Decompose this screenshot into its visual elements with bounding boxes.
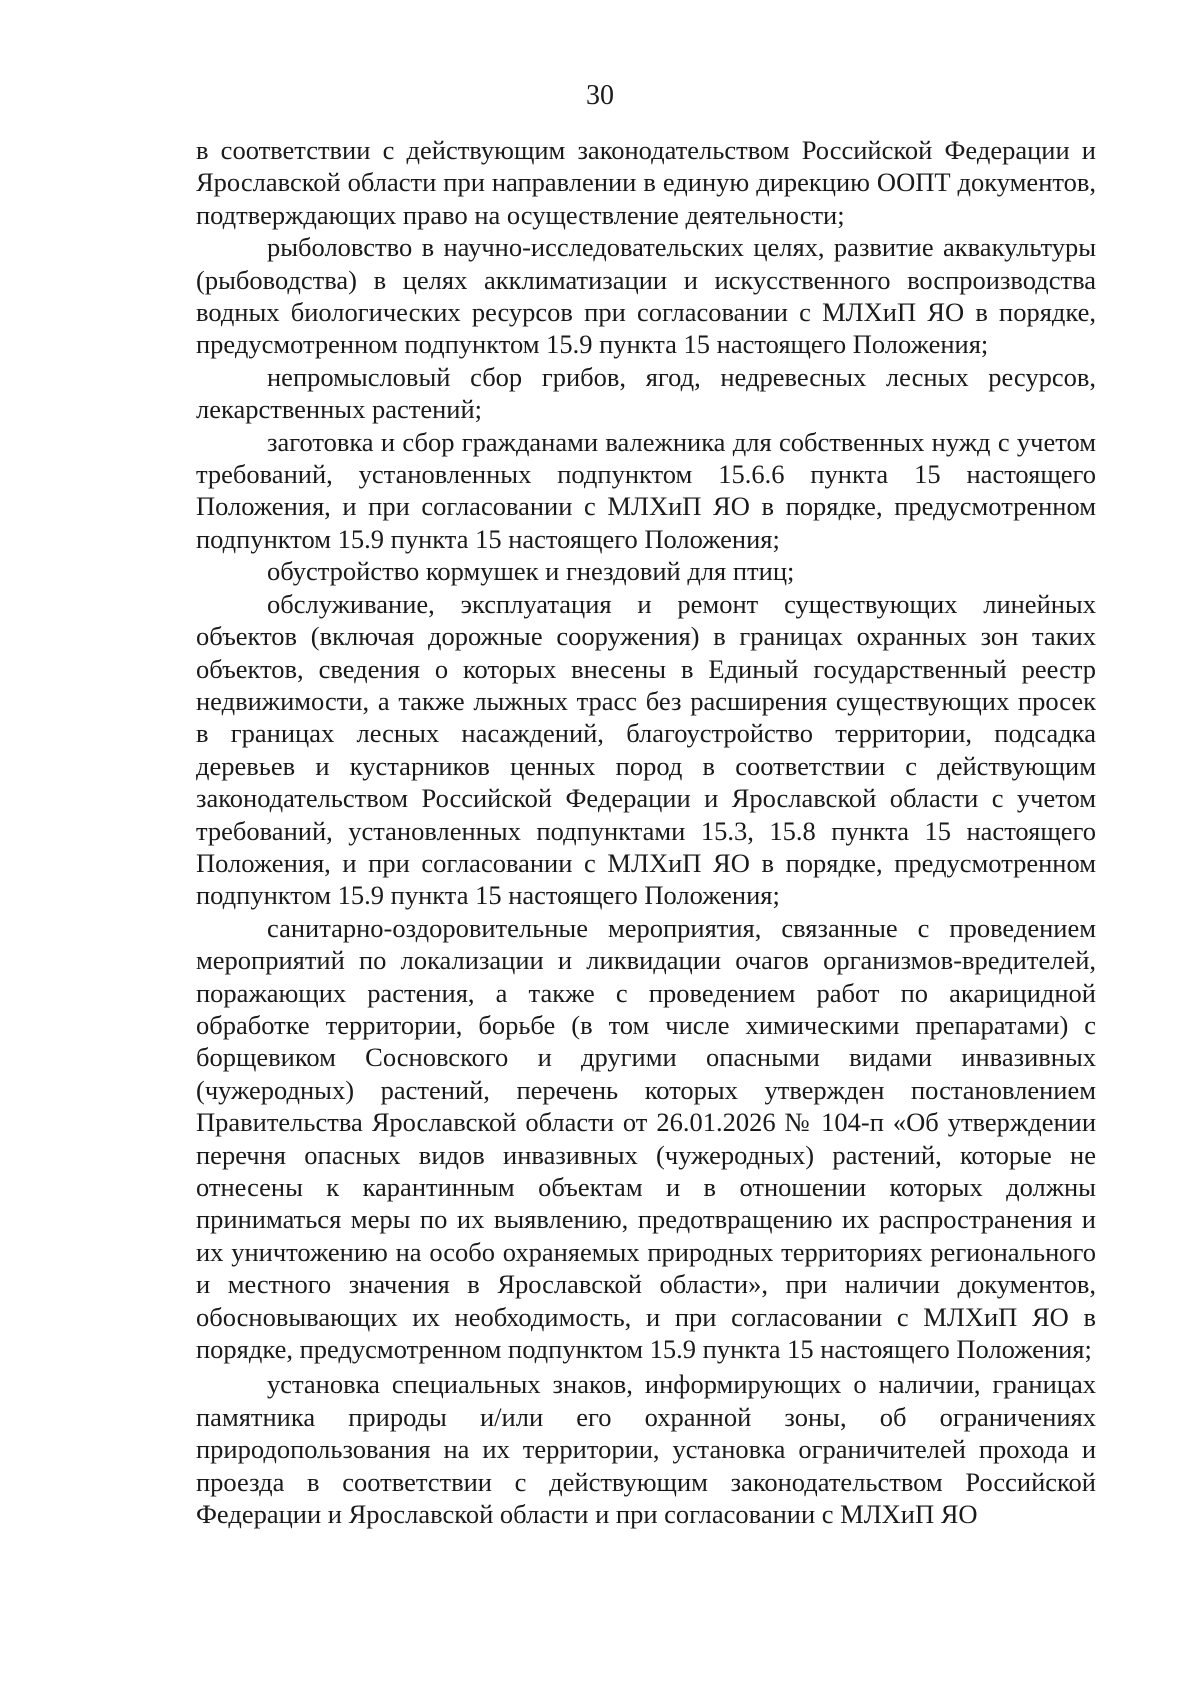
- paragraph-deadwood: заготовка и сбор гражданами валежника для собственных нужд с учетом требований, установленных подпунктом 15.6.6 пункта 15 настоящего Положения, и при согласовании с МЛХиП ЯО в порядке, предусмотренном подпунктом 15.9 пункта 15 настоящего Положения;: [196, 426, 1096, 554]
- page-number: 30: [586, 80, 614, 111]
- paragraph-linear-objects: обслуживание, эксплуатация и ремонт существующих линейных объектов (включая дорожные сооружения) в границах охранных зон таких объектов, сведения о которых внесены в Единый государственный реестр недвижимости, а также лыжных трасс без расширения существующих просек в границах лесных насаждений, благоустройство территории, подсадка деревьев и кустарников ценных пород в соответствии с действующим законодательством Российской Федерации и Ярославской области с учетом требований, установленных подпунктами 15.3, 15.8 пункта 15 настоящего Положения, и при согласовании с МЛХиП ЯО в порядке, предусмотренном подпунктом 15.9 пункта 15 настоящего Положения;: [196, 588, 1096, 911]
- paragraph-bird-feeders: обустройство кормушек и гнездовий для птиц;: [267, 556, 795, 587]
- paragraph-gathering: непромысловый сбор грибов, ягод, недревесных лесных ресурсов, лекарственных растений;: [196, 361, 1096, 425]
- paragraph-sanitary: санитарно-оздоровительные мероприятия, связанные с проведением мероприятий по локализации и ликвидации очагов организмов-вредителей, поражающих растения, а также с проведением работ по акарицидной обработке территории, борьбе (в том числе химическими препаратами) с борщевиком Сосновского и другими опасными видами инвазивных (чужеродных) растений, перечень которых утвержден постановлением Правительства Ярославской области от 26.01.2026 № 104-п «Об утверждении перечня опасных видов инвазивных (чужеродных) растений, которые не отнесены к карантинным объектам и в отношении которых должны приниматься меры по их выявлению, предотвращению их распространения и их уничтожению на особо охраняемых природных территориях регионального и местного значения в Ярославской области», при наличии документов, обосновывающих их необходимость, и при согласовании с МЛХиП ЯО в порядке, предусмотренном подпунктом 15.9 пункта 15 настоящего Положения;: [196, 912, 1096, 1365]
- paragraph-continuation: в соответствии с действующим законодательством Российской Федерации и Ярославской области при направлении в единую дирекцию ООПТ документов, подтверждающих право на осуществление деятельности;: [196, 135, 1096, 230]
- paragraph-signs: установка специальных знаков, информирующих о наличии, границах памятника природы и/или его охранной зоны, об ограничениях природопользования на их территории, установка ограничителей прохода и проезда в соответствии с действующим законодательством Российской Федерации и Ярославской области и при согласовании с МЛХиП ЯО: [196, 1369, 1096, 1530]
- document-body: [196, 134, 1096, 1530]
- paragraph-fishing: рыболовство в научно-исследовательских целях, развитие аквакультуры (рыбоводства) в целях акклиматизации и искусственного воспроизводства водных биологических ресурсов при согласовании с МЛХиП ЯО в порядке, предусмотренном подпунктом 15.9 пункта 15 настоящего Положения;: [196, 232, 1096, 360]
